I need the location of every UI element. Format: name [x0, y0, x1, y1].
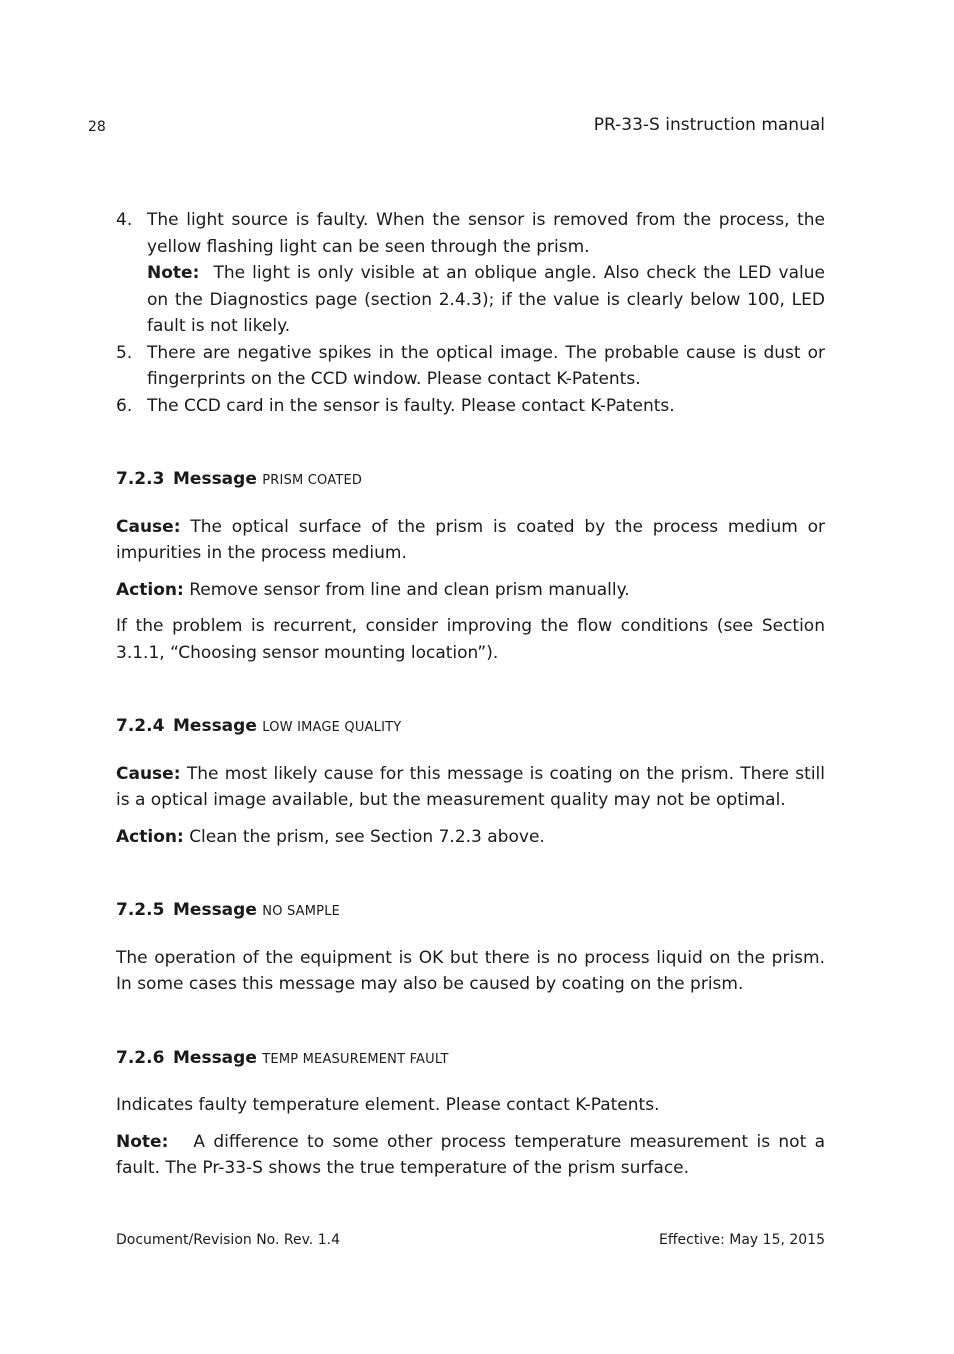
section-prism-coated	[116, 466, 825, 666]
note-paragraph	[116, 1129, 825, 1182]
note-label: Note:	[116, 1131, 169, 1152]
action-text: Remove sensor from line and clean prism manually.	[189, 579, 630, 600]
page-number: 28	[88, 119, 106, 135]
cause-label: Cause:	[116, 516, 181, 537]
section-heading	[116, 713, 825, 742]
section-number: 7.2.3	[116, 469, 165, 489]
note-text: A difference to some other process temperature measurement is not a fault. The Pr-33-S shows the true temperature of the prism surface.	[116, 1131, 825, 1178]
footer-effective-date: Effective: May 15, 2015	[659, 1232, 825, 1248]
list-item-number: 6.	[116, 395, 133, 416]
list-item	[116, 340, 825, 393]
running-header: PR-33-S instruction manual	[593, 115, 825, 135]
list-item-number: 4.	[116, 210, 133, 230]
section-no-sample	[116, 897, 825, 998]
list-item	[116, 393, 825, 420]
body-paragraph: If the problem is recurrent, consider improving the flow conditions (see Section 3.1.1, “Choosing sensor mounting location”).	[116, 616, 825, 663]
list-item-text: There are negative spikes in the optical image. The probable cause is dust or fingerprints on the CCD window. Please contact K-Patents.	[147, 342, 825, 389]
footer-revision: Document/Revision No. Rev. 1.4	[116, 1232, 340, 1248]
section-heading-word: Message	[173, 1047, 257, 1068]
section-heading	[116, 1045, 825, 1074]
section-temp-measurement-fault	[116, 1045, 825, 1182]
message-name: NO SAMPLE	[262, 904, 341, 919]
action-paragraph	[116, 824, 825, 851]
message-name: PRISM COATED	[262, 473, 363, 488]
section-heading-word: Message	[173, 900, 257, 920]
numbered-list	[116, 207, 825, 419]
list-item	[116, 207, 825, 340]
message-name: TEMP MEASUREMENT FAULT	[262, 1051, 449, 1067]
cause-paragraph	[116, 761, 825, 814]
action-paragraph	[116, 577, 825, 604]
cause-label: Cause:	[116, 763, 181, 784]
action-text: Clean the prism, see Section 7.2.3 above.	[189, 826, 545, 847]
section-heading	[116, 466, 825, 495]
body-paragraph: Indicates faulty temperature element. Please contact K-Patents.	[116, 1095, 660, 1115]
section-number: 7.2.6	[116, 1047, 165, 1068]
cause-text: The optical surface of the prism is coated by the process medium or impurities in the process medium.	[116, 516, 826, 563]
section-heading	[116, 897, 825, 926]
list-item-note	[147, 260, 825, 340]
list-item-text: The CCD card in the sensor is faulty. Please contact K-Patents.	[147, 395, 675, 416]
body-paragraph: The operation of the equipment is OK but there is no process liquid on the prism. In some cases this message may also be caused by coating on the prism.	[116, 947, 825, 994]
list-item-number: 5.	[116, 342, 133, 363]
note-text: The light is only visible at an oblique angle. Also check the LED value on the Diagnostics page (section 2.4.3); if the value is clearly below 100, LED fault is not likely.	[147, 263, 825, 336]
section-number: 7.2.5	[116, 900, 165, 920]
action-label: Action:	[116, 826, 184, 847]
page-content	[116, 207, 825, 1182]
section-low-image-quality	[116, 713, 825, 850]
list-item-text: The light source is faulty. When the sensor is removed from the process, the yellow flashing light can be seen through the prism.	[147, 210, 825, 257]
note-label: Note:	[147, 263, 200, 283]
cause-text: The most likely cause for this message is coating on the prism. There still is a optical image available, but the measurement quality may not be optimal.	[116, 763, 825, 810]
message-name: LOW IMAGE QUALITY	[262, 720, 402, 735]
cause-paragraph	[116, 514, 825, 567]
action-label: Action:	[116, 579, 184, 600]
section-heading-word: Message	[173, 716, 257, 736]
section-number: 7.2.4	[116, 716, 165, 736]
section-heading-word: Message	[173, 469, 257, 489]
